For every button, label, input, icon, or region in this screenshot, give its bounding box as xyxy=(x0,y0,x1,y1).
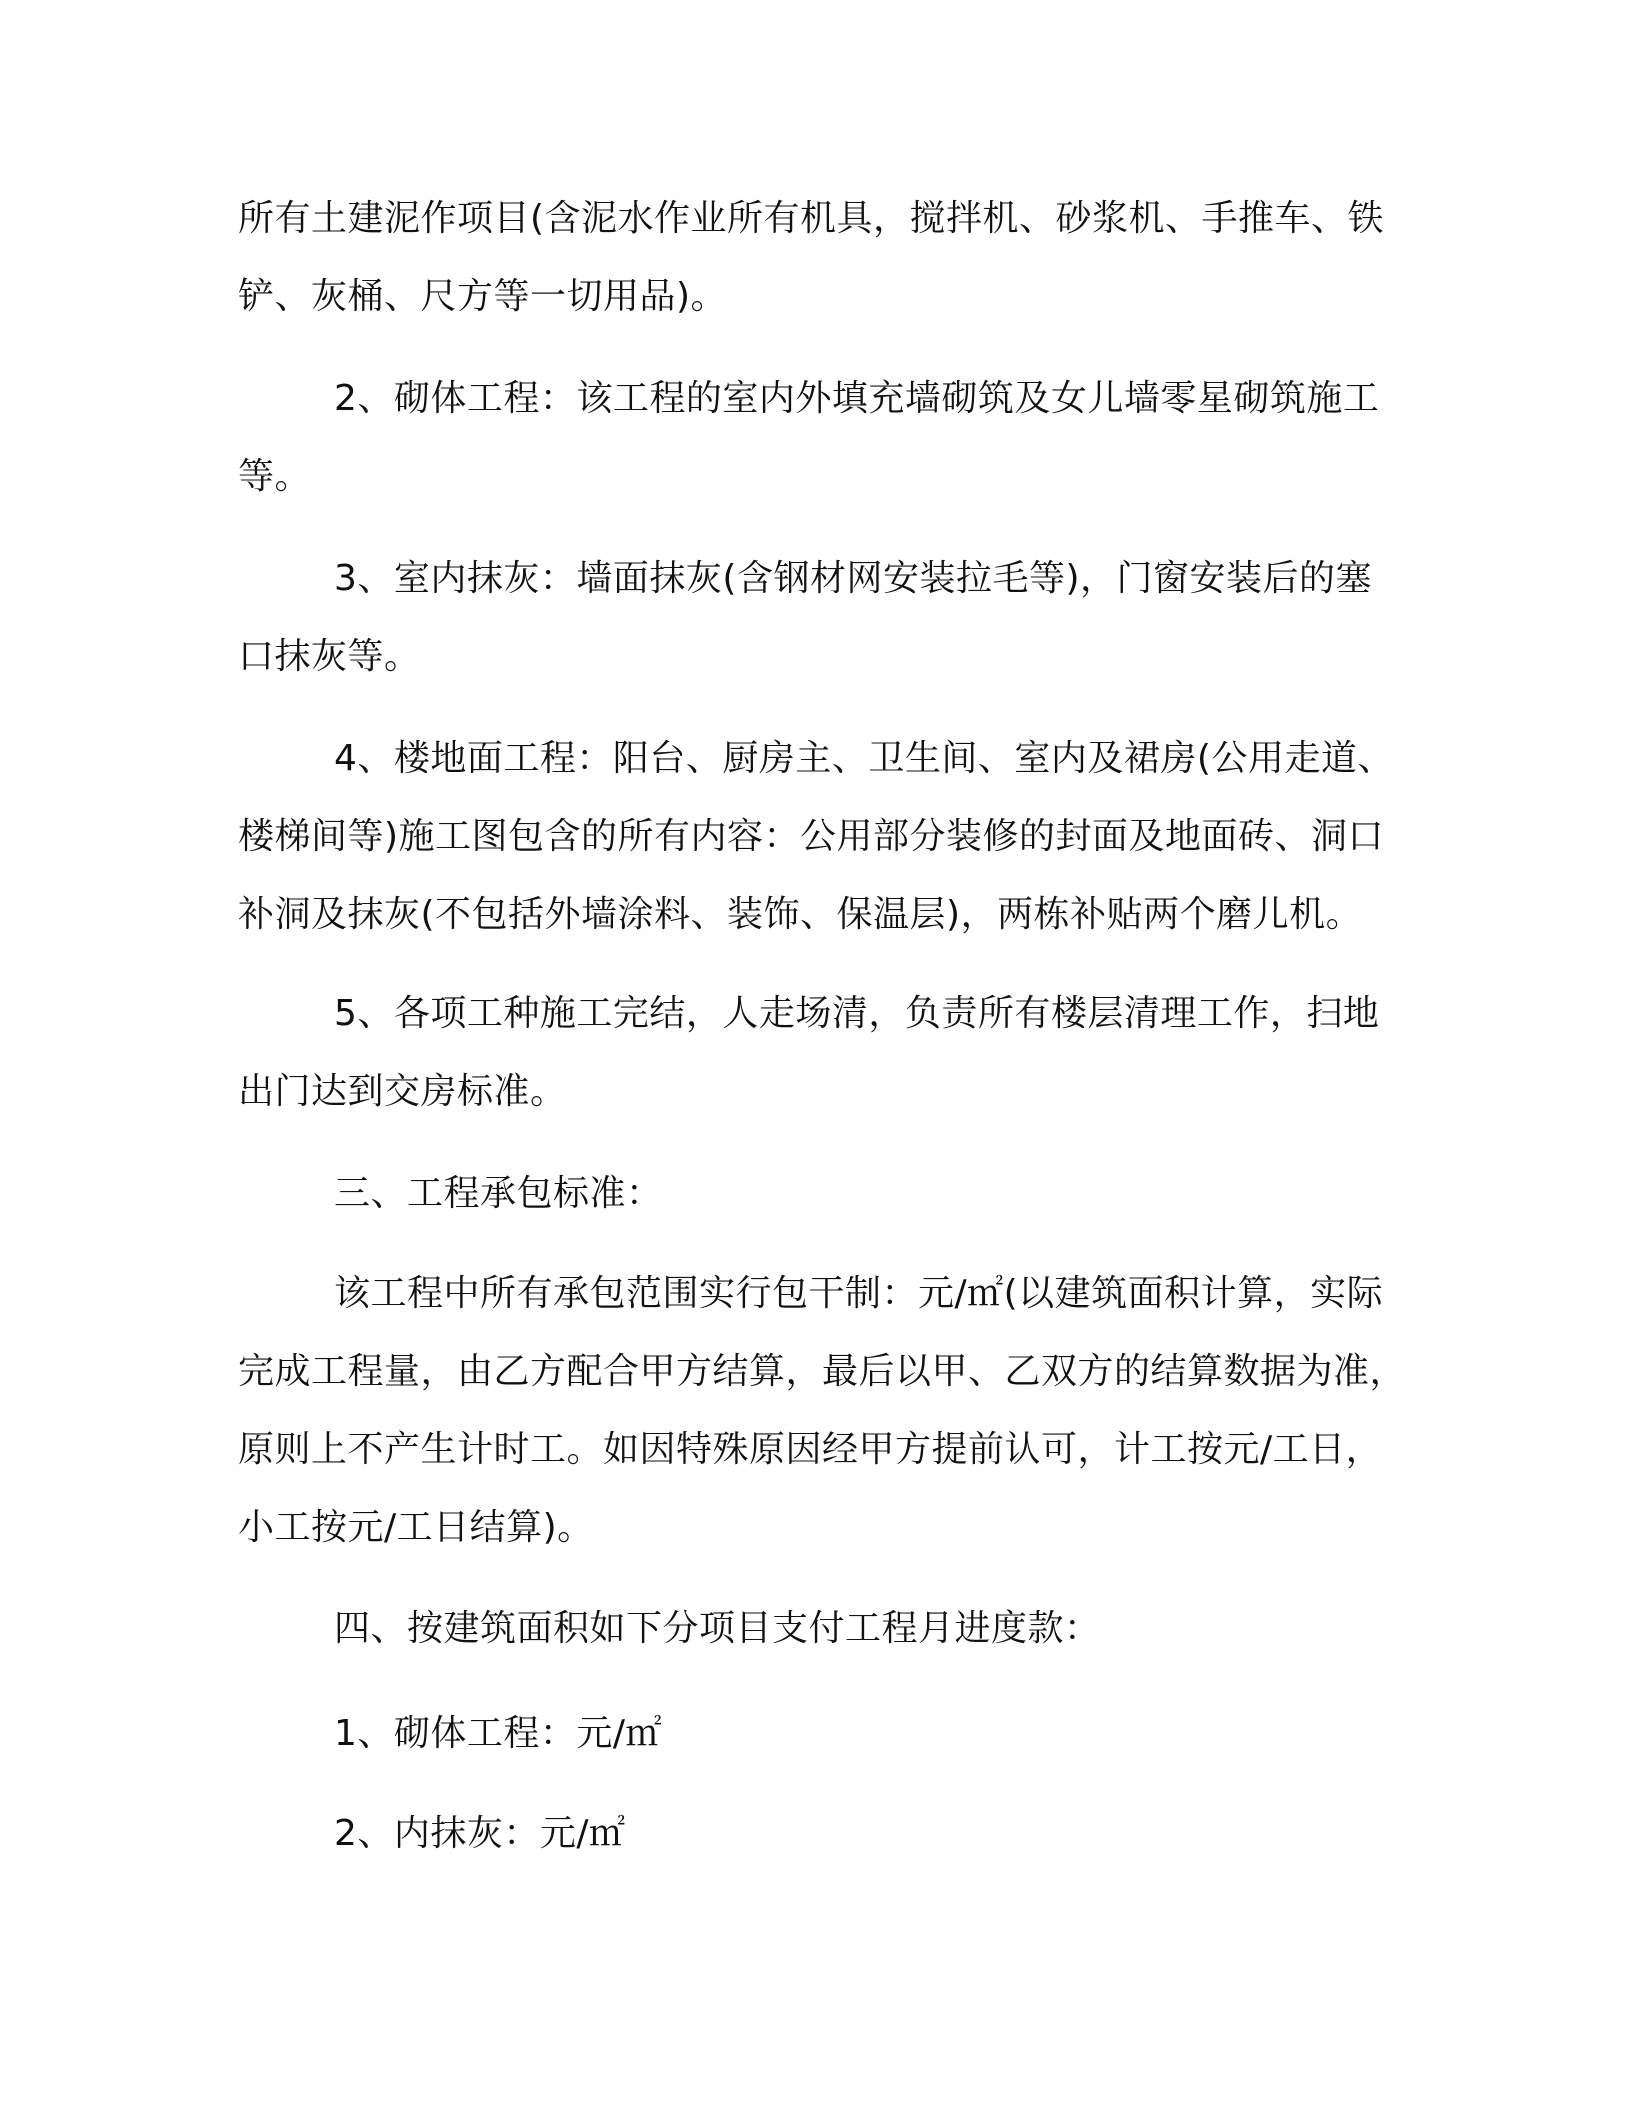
paragraph-lump-sum: 该工程中所有承包范围实行包干制：元/㎡(以建筑面积计算，实际完成工程量，由乙方配合甲方结算，最后以甲、乙双方的结算数据为准，原则上不产生计时工。如因特殊原因经甲方提前认可，计工按元/工日，小工按元/工日结算)。 xyxy=(238,1273,1407,1548)
paragraph-floor-works: 4、楼地面工程：阳台、厨房主、卫生间、室内及裙房(公用走道、楼梯间等)施工图包含的所有内容：公用部分装修的封面及地面砖、洞口补洞及抹灰(不包括外墙涂料、装饰、保温层)，两栋补贴两个磨儿机。 xyxy=(238,738,1394,935)
section-heading-progress-payment: 四、按建筑面积如下分项目支付工程月进度款： xyxy=(334,1608,1101,1649)
paragraph-plastering: 3、室内抹灰：墙面抹灰(含钢材网安装拉毛等)，门窗安装后的塞口抹灰等。 xyxy=(238,558,1372,677)
paragraph-scope-tools: 所有土建泥作项目(含泥水作业所有机具，搅拌机、砂浆机、手推车、铁铲、灰桶、尺方等一切用品)。 xyxy=(238,198,1385,317)
paragraph-masonry: 2、砌体工程：该工程的室内外填充墙砌筑及女儿墙零星砌筑施工等。 xyxy=(238,378,1380,497)
list-item-plaster-rate: 2、内抹灰：元/㎡ xyxy=(334,1813,626,1854)
section-heading-contract-standard: 三、工程承包标准： xyxy=(334,1173,663,1214)
paragraph-cleanup: 5、各项工种施工完结，人走场清，负责所有楼层清理工作，扫地出门达到交房标准。 xyxy=(238,993,1380,1112)
list-item-masonry-rate: 1、砌体工程：元/㎡ xyxy=(334,1713,663,1754)
